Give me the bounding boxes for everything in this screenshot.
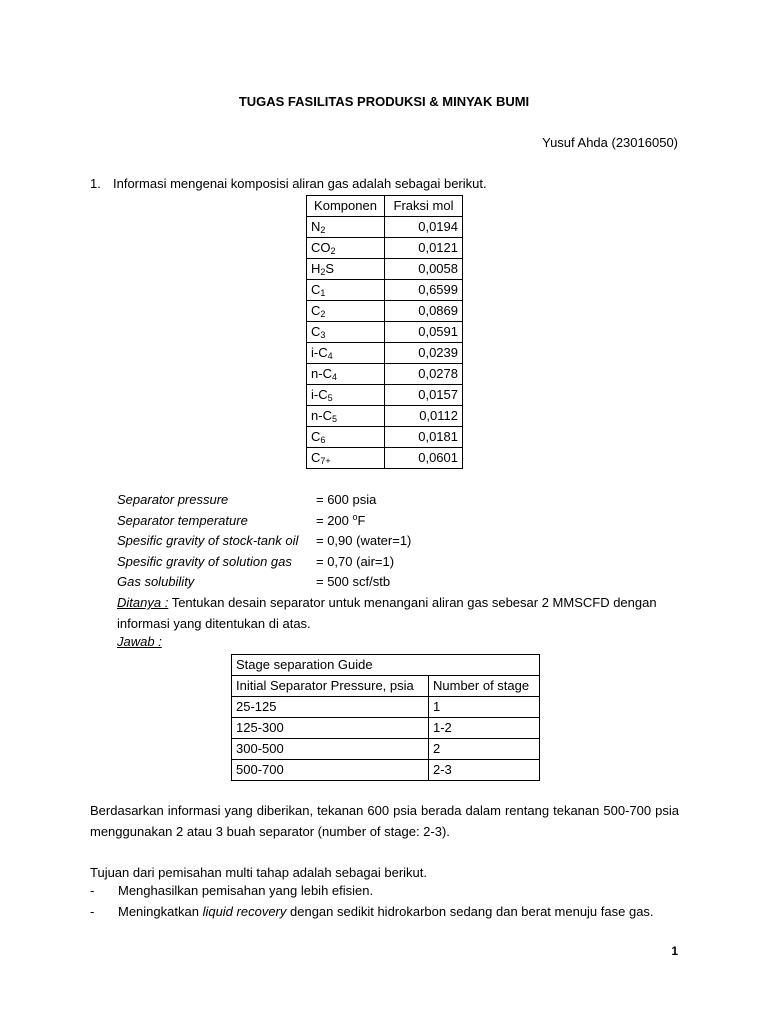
component-symbol: C [311,429,321,444]
table-row [232,718,540,739]
degree-sup: o [352,511,358,522]
fraction-cell: 0,0112 [385,406,463,427]
pressure-cell: 25-125 [232,697,429,718]
component-cell [307,322,385,343]
component-prefix: n- [311,366,323,381]
component-symbol: C [322,366,332,381]
component-subscript: 3 [320,330,326,340]
composition-body [307,217,463,469]
stage-cell: 2-3 [429,760,540,781]
component-cell [307,427,385,448]
paragraph-tujuan: Tujuan dari pemisahan multi tahap adalah sebagai berikut. [90,865,428,880]
component-cell [307,343,385,364]
param-row [117,511,411,532]
component-symbol: H [311,261,321,276]
stage-table-header-row [232,676,540,697]
component-subscript: 2 [320,309,326,319]
composition-table [306,195,463,469]
component-subscript: 6 [320,435,326,445]
component-subscript: 4 [327,351,333,361]
component-cell [307,280,385,301]
param-label: Gas solubility [117,574,195,589]
pressure-cell: 300-500 [232,739,429,760]
param-label: Spesific gravity of stock-tank oil [117,533,299,548]
document-title: TUGAS FASILITAS PRODUKSI & MINYAK BUMI [238,94,530,109]
component-prefix: i- [311,387,319,402]
stage-cell: 2 [429,739,540,760]
param-row [117,552,411,573]
fraction-cell: 0,0194 [385,217,463,238]
pressure-cell: 500-700 [232,760,429,781]
bullet-italic-term: liquid recovery [202,904,287,919]
stage-table-title-row [232,655,540,676]
ditanya-text: Tentukan desain separator untuk menangani aliran gas sebesar 2 MMSCFD dengan informasi yang ditentukan di atas. [117,595,657,631]
paragraph-berdasarkan: Berdasarkan informasi yang diberikan, tekanan 600 psia berada dalam rentang tekanan 500-700 psia menggunakan 2 atau 3 buah separator (number of stage: 2-3). [90,803,679,839]
component-cell [307,448,385,469]
question-number: 1. [90,176,101,191]
component-subscript: 1 [320,288,326,298]
component-subscript: 5 [331,414,337,424]
param-row [117,572,411,593]
table-row [307,343,463,364]
fraction-cell: 0,0591 [385,322,463,343]
table-row [307,238,463,259]
table-row [307,364,463,385]
component-subscript: 5 [327,393,333,403]
list-item [90,904,654,919]
fraction-cell: 0,0869 [385,301,463,322]
component-cell [307,406,385,427]
stage-cell: 1-2 [429,718,540,739]
stage-cell: 1 [429,697,540,718]
component-cell [307,301,385,322]
component-cell [307,217,385,238]
component-suffix: S [325,261,335,276]
param-value: = 0,90 (water=1) [316,533,412,548]
bullet-text-before: Meningkatkan [118,904,203,919]
table-row [307,448,463,469]
table-row [307,322,463,343]
component-prefix: n- [311,408,323,423]
bullet-text-after: dengan sedikit hidrokarbon sedang dan berat menuju fase gas. [286,904,654,919]
param-label: Separator temperature [117,512,248,528]
table-row [307,259,463,280]
bullet-dash: - [90,883,95,898]
component-cell [307,259,385,280]
stage-table-title: Stage separation Guide [232,655,540,676]
component-symbol: C [311,282,321,297]
component-subscript: 2 [320,225,326,235]
component-symbol: N [311,219,321,234]
ditanya-paragraph [117,593,679,634]
param-value: = 0,70 (air=1) [316,553,395,569]
param-label: Separator pressure [117,492,229,507]
param-unit: F [357,512,366,528]
question-text: Informasi mengenai komposisi aliran gas adalah sebagai berikut. [113,176,487,191]
component-symbol: C [318,345,328,360]
bullet-dash: - [90,904,95,919]
header-initial-pressure: Initial Separator Pressure, psia [232,676,429,697]
table-row [307,427,463,448]
component-symbol: C [318,387,328,402]
component-cell [307,364,385,385]
table-row [307,280,463,301]
table-row [307,406,463,427]
component-subscript: 4 [331,372,337,382]
table-row [307,301,463,322]
fraction-cell: 0,0157 [385,385,463,406]
component-prefix: i- [311,345,319,360]
fraction-cell: 0,0239 [385,343,463,364]
ditanya-label: Ditanya : [117,595,169,610]
component-subscript: 2 [330,246,336,256]
fraction-cell: 0,0058 [385,259,463,280]
fraction-cell: 0,0121 [385,238,463,259]
param-value: = 600 psia [316,492,377,507]
parameters-list [117,490,411,593]
stage-separation-table [231,654,540,781]
component-symbol: C [311,324,321,339]
component-symbol: CO [311,240,331,255]
jawab-label: Jawab : [117,634,162,649]
question-1 [90,176,487,191]
component-cell [307,238,385,259]
composition-header-row [307,196,463,217]
param-value: = 500 scf/stb [316,574,391,589]
pressure-cell: 125-300 [232,718,429,739]
param-row [117,531,411,552]
page-number: 1 [671,944,678,958]
component-symbol: C [311,303,321,318]
component-symbol: C [311,450,321,465]
fraction-cell: 0,0278 [385,364,463,385]
param-label: Spesific gravity of solution gas [117,553,292,569]
table-row [307,217,463,238]
bullet-text: Menghasilkan pemisahan yang lebih efisien. [118,883,374,898]
component-cell [307,385,385,406]
table-row [307,385,463,406]
param-row [117,490,411,511]
component-subscript: 2 [320,267,326,277]
header-fraksi-mol: Fraksi mol [385,196,463,217]
fraction-cell: 0,0601 [385,448,463,469]
table-row [232,739,540,760]
component-symbol: C [322,408,332,423]
table-row [232,697,540,718]
fraction-cell: 0,0181 [385,427,463,448]
header-komponen: Komponen [307,196,385,217]
table-row [232,760,540,781]
fraction-cell: 0,6599 [385,280,463,301]
header-number-of-stage: Number of stage [429,676,540,697]
param-value: = 200 [316,512,353,528]
list-item [90,883,373,898]
author-line: Yusuf Ahda (23016050) [542,135,678,150]
component-subscript: 7+ [320,456,331,466]
